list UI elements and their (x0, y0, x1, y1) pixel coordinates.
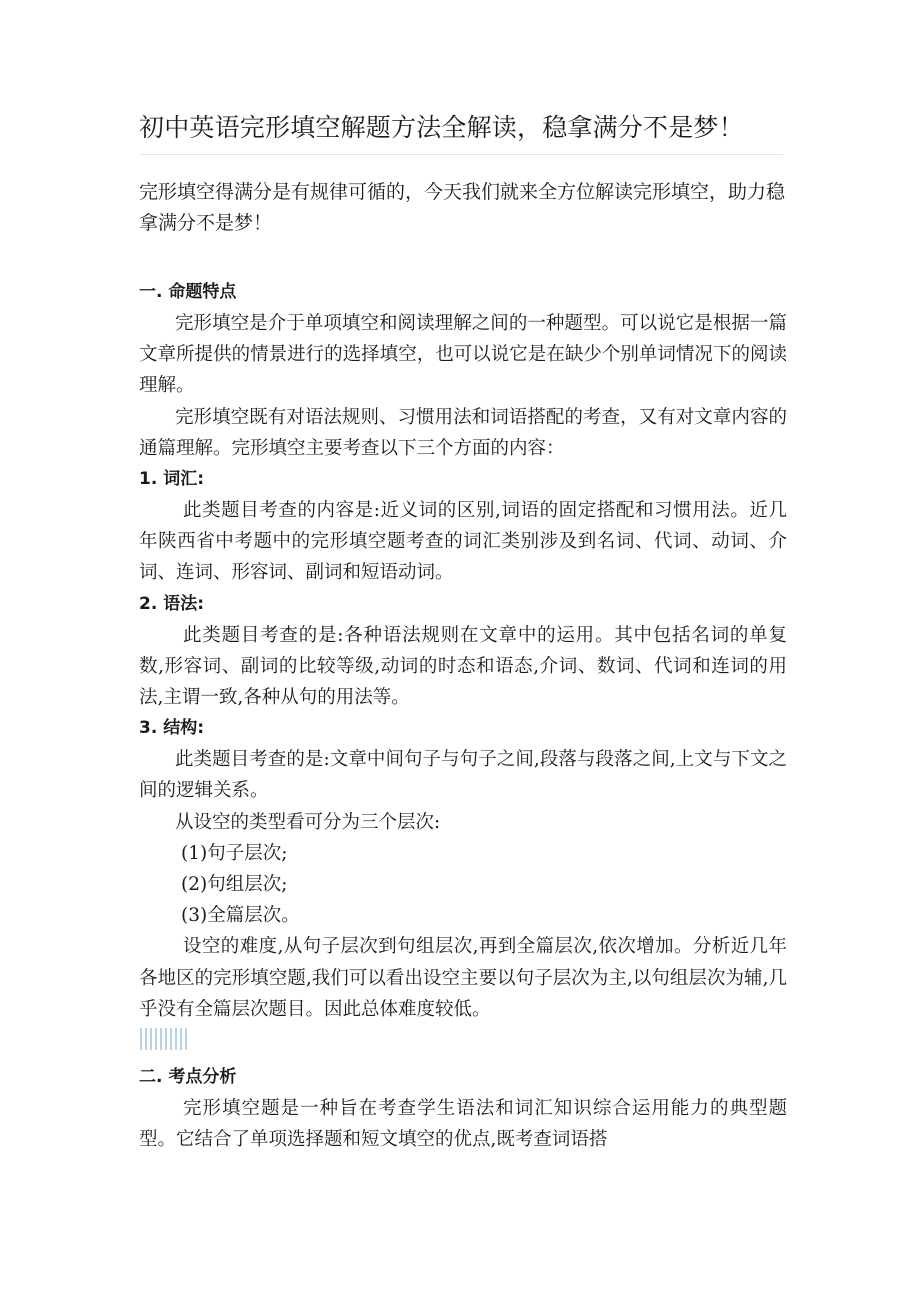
paragraph: 完形填空既有对语法规则、习惯用法和词语搭配的考查，又有对文章内容的通篇理解。完形填空主要考查以下三个方面的内容： (139, 406, 787, 459)
intro-paragraph: 完形填空得满分是有规律可循的，今天我们就来全方位解读完形填空，助力稳拿满分不是梦！ (139, 181, 786, 234)
paragraph: 设空的难度,从句子层次到句组层次,再到全篇层次,依次增加。分析近几年各地区的完形填空题,我们可以看出设空主要以句子层次为主,以句组层次为辅,几乎没有全篇层次题目。因此总体难度较低。 (139, 936, 787, 1020)
article-title: 初中英语完形填空解题方法全解读，稳拿满分不是梦！ (139, 104, 783, 155)
document-page (139, 104, 799, 1155)
paragraph: 完形填空题是一种旨在考查学生语法和词汇知识综合运用能力的典型题型。它结合了单项选择题和短文填空的优点,既考查词语搭 (139, 1098, 787, 1151)
list-item: (1)句子层次; (181, 842, 288, 864)
subheading-grammar: 2. 语法: (139, 593, 205, 614)
list-item: (3)全篇层次。 (181, 905, 300, 927)
section-heading-2: 二. 考点分析 (139, 1067, 237, 1088)
paragraph: 完形填空是介于单项填空和阅读理解之间的一种题型。可以说它是根据一篇文章所提供的情景进行的选择填空，也可以说它是在缺少个别单词情况下的阅读理解。 (139, 313, 787, 397)
subheading-vocabulary: 1. 词汇: (139, 469, 205, 490)
paragraph: 此类题目考查的是:各种语法规则在文章中的运用。其中包括名词的单复数,形容词、副词的比较等级,动词的时态和语态,介词、数词、代词和连词的用法,主谓一致,各种从句的用法等。 (139, 624, 787, 709)
subheading-structure: 3. 结构: (139, 718, 205, 739)
list-item: (2)句组层次; (181, 874, 288, 896)
paragraph: 此类题目考查的是:文章中间句子与句子之间,段落与段落之间,上文与下文之间的逻辑关系。 (139, 749, 787, 802)
decorative-divider (139, 1028, 799, 1050)
section-heading-1: 一. 命题特点 (139, 282, 237, 302)
paragraph: 此类题目考查的内容是:近义词的区别,词语的固定搭配和习惯用法。近几年陕西省中考题中的完形填空题考查的词汇类别涉及到名词、代词、动词、介词、连词、形容词、副词和短语动词。 (139, 500, 787, 584)
paragraph: 从设空的类型看可分为三个层次: (175, 811, 441, 833)
